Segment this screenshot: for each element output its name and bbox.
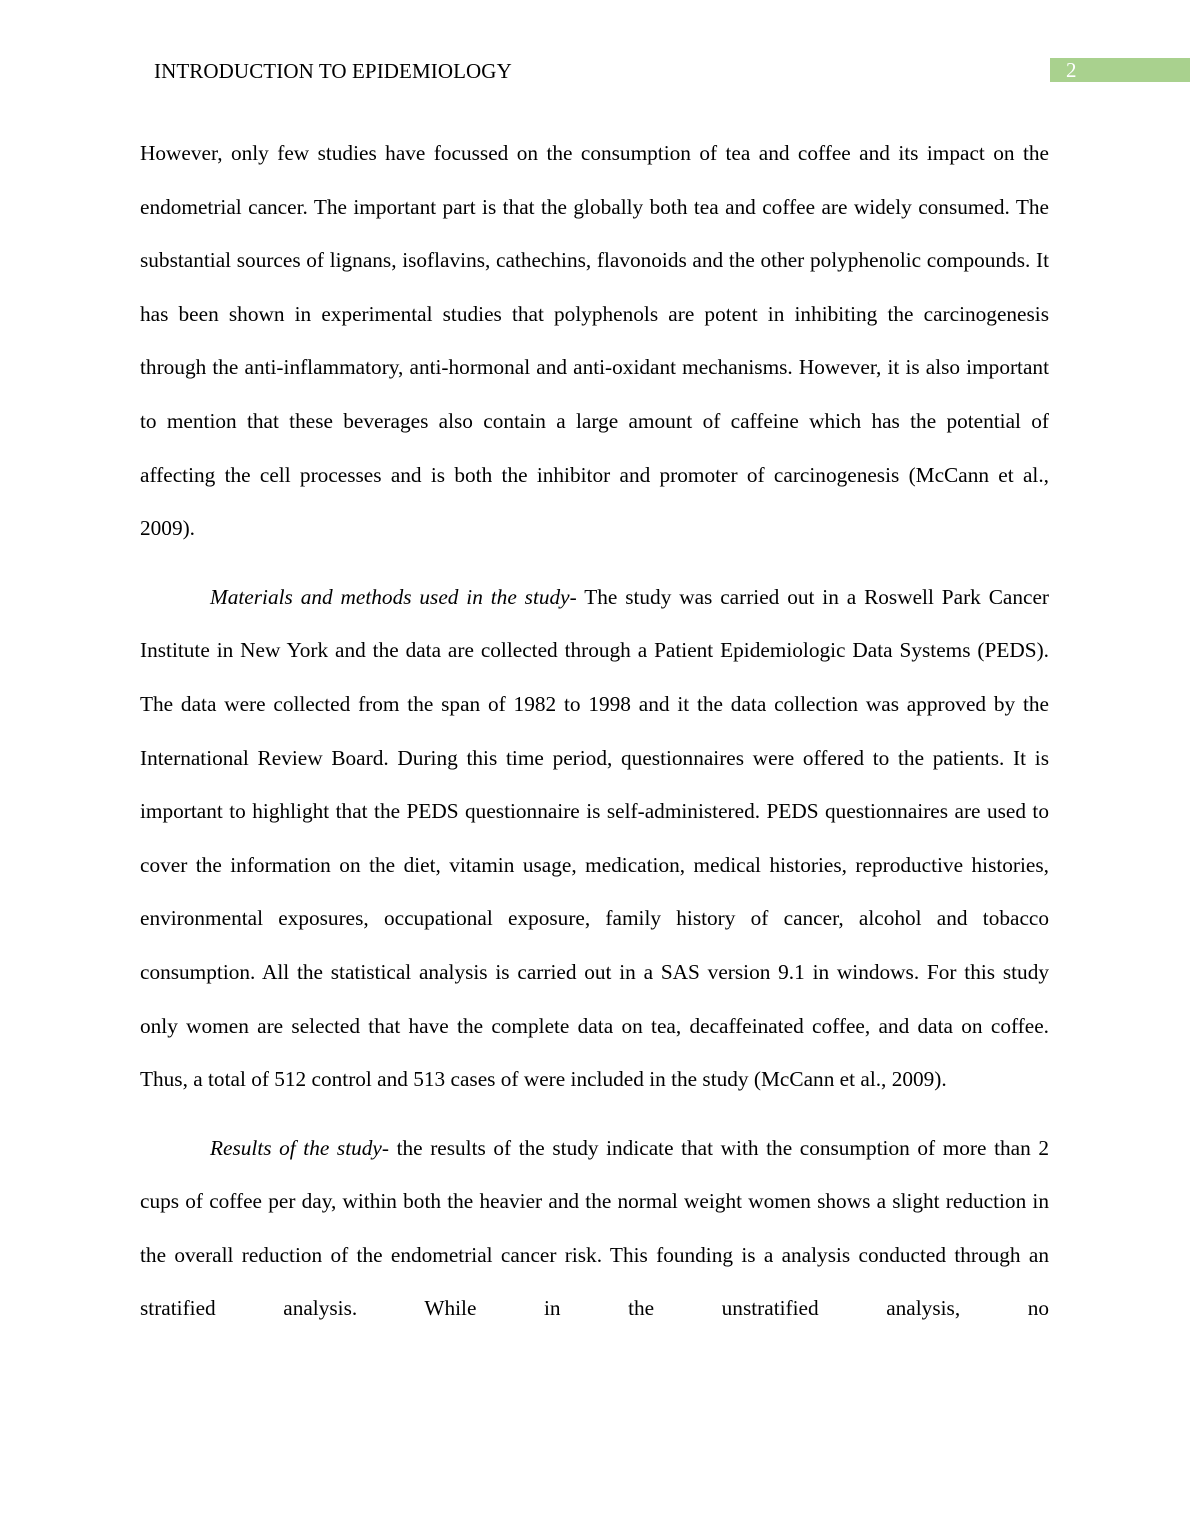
results-text: - the results of the study indicate that with the consumption of more than 2 cups of coffee per day, within both the heavier and the normal weight women shows a slight reduction in the overall reduction of the endometrial cancer risk. This founding is a analysis conducted through an stratified analysis. While in the unstratified analysis, no	[140, 1135, 1049, 1321]
materials-methods-text: - The study was carried out in a Roswell Park Cancer Institute in New York and the data are collected through a Patient Epidemiologic Data Systems (PEDS). The data were collected from the span of 1982 to 1998 and it the data collection was approved by the International Review Board. During this time period, questionnaires were offered to the patients. It is important to highlight that the PEDS questionnaire is self-administered. PEDS questionnaires are used to cover the information on the diet, vitamin usage, medication, medical histories, reproductive histories, environmental exposures, occupational exposure, family history of cancer, alcohol and tobacco consumption. All the statistical analysis is carried out in a SAS version 9.1 in windows. For this study only women are selected that have the complete data on tea, decaffeinated coffee, and data on coffee. Thus, a total of 512 control and 513 cases of were included in the study (McCann et al., 2009).	[140, 584, 1049, 1092]
paragraph-intro-text: However, only few studies have focussed on the consumption of tea and coffee and its impact on the endometrial cancer. The important part is that the globally both tea and coffee are widely consumed. The substantial sources of lignans, isoflavins, cathechins, flavonoids and the other polyphenolic compounds. It has been shown in experimental studies that polyphenols are potent in inhibiting the carcinogenesis through the anti-inflammatory, anti-hormonal and anti-oxidant mechanisms. However, it is also important to mention that these beverages also contain a large amount of caffeine which has the potential of affecting the cell processes and is both the inhibitor and promoter of carcinogenesis (McCann et al., 2009).	[140, 141, 1049, 541]
materials-methods-heading: Materials and methods used in the study	[210, 584, 570, 609]
page-number-badge: 2	[1050, 58, 1190, 82]
document-body	[140, 127, 1049, 1336]
paragraph-intro	[140, 127, 1049, 556]
running-header-title: INTRODUCTION TO EPIDEMIOLOGY	[154, 59, 512, 83]
paragraph-results	[140, 1122, 1049, 1336]
results-heading: Results of the study	[210, 1135, 382, 1160]
paragraph-materials-methods	[140, 571, 1049, 1107]
